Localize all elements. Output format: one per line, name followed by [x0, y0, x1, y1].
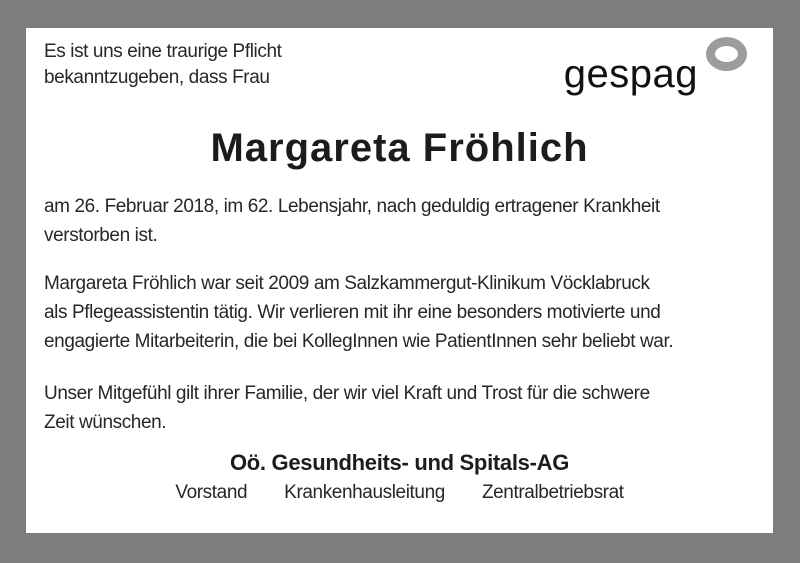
paragraph-death-notice — [44, 192, 660, 250]
organization-name: Oö. Gesundheits- und Spitals-AG — [229, 450, 570, 475]
obituary-card — [26, 28, 773, 533]
paragraph-condolence — [44, 379, 650, 437]
paragraph-line: als Pflegeassistentin tätig. Wir verlieren mit ihr eine besonders motivierte und — [44, 302, 661, 323]
paragraph-line: am 26. Februar 2018, im 62. Lebensjahr, nach geduldig ertragener Krankheit — [44, 196, 660, 217]
signatory-zentralbetriebsrat: Zentralbetriebsrat — [481, 482, 624, 503]
signatories-row — [26, 481, 773, 505]
paragraph-line: Zeit wünschen. — [44, 412, 167, 433]
intro-line-1: Es ist uns eine traurige Pflicht — [44, 41, 282, 62]
paragraph-line: Margareta Fröhlich war seit 2009 am Salzkammergut-Klinikum Vöcklabruck — [44, 273, 650, 294]
paragraph-line: Unser Mitgefühl gilt ihrer Familie, der wir viel Kraft und Trost für die schwere — [44, 383, 650, 404]
logo-ring-icon — [706, 37, 747, 71]
paragraph-line: engagierte Mitarbeiterin, die bei KollegInnen wie PatientInnen sehr beliebt war. — [44, 331, 674, 352]
gespag-logo-text: gespag — [563, 52, 698, 96]
paragraph-line: verstorben ist. — [44, 225, 158, 246]
intro-line-2: bekanntzugeben, dass Frau — [44, 67, 270, 88]
intro-text — [44, 39, 281, 91]
signatory-krankenhausleitung: Krankenhausleitung — [284, 482, 445, 503]
signatory-vorstand: Vorstand — [175, 482, 248, 503]
paragraph-career — [44, 269, 673, 356]
deceased-name-title: Margareta Fröhlich — [210, 126, 589, 170]
